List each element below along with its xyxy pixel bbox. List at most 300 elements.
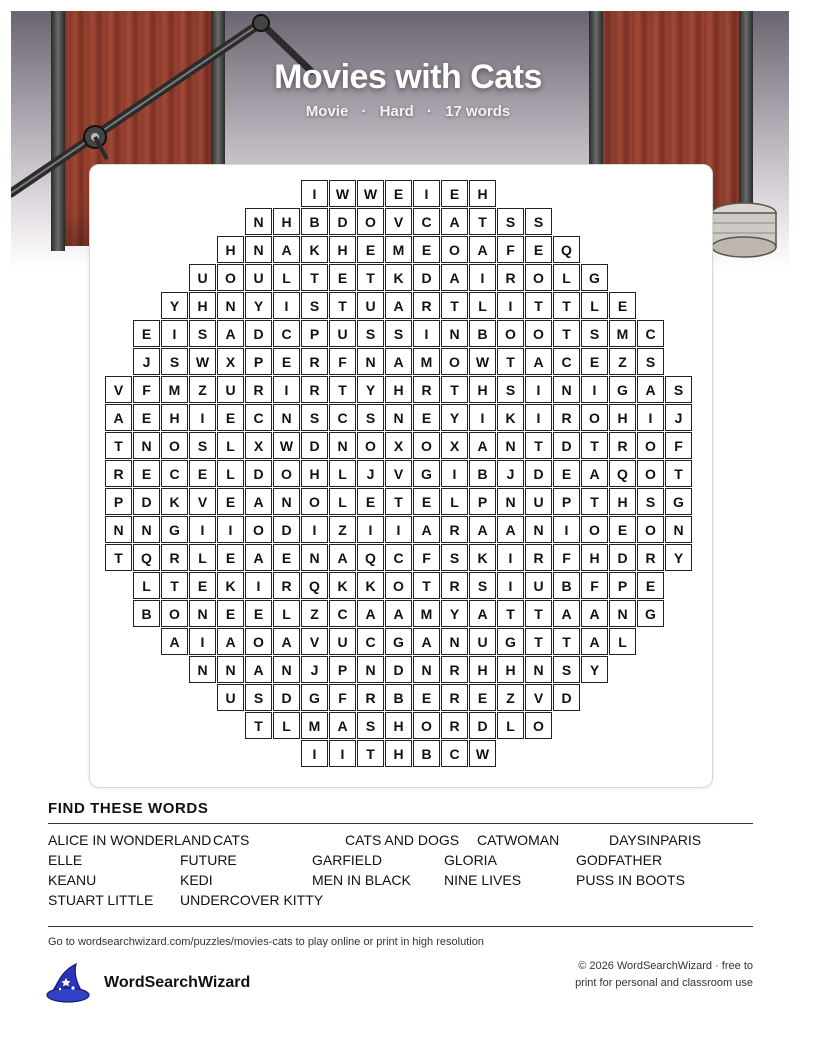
grid-cell[interactable]: L (273, 712, 300, 739)
grid-cell[interactable]: D (609, 544, 636, 571)
grid-cell[interactable]: O (161, 600, 188, 627)
grid-cell[interactable]: E (441, 180, 468, 207)
grid-cell[interactable]: V (301, 628, 328, 655)
grid-cell[interactable]: S (385, 320, 412, 347)
grid-cell[interactable]: A (217, 320, 244, 347)
grid-cell[interactable]: I (413, 320, 440, 347)
grid-cell[interactable]: H (385, 740, 412, 767)
grid-cell[interactable]: T (553, 292, 580, 319)
grid-cell[interactable]: D (245, 460, 272, 487)
grid-cell[interactable]: E (217, 404, 244, 431)
grid-cell[interactable]: E (217, 544, 244, 571)
grid-cell[interactable]: S (189, 432, 216, 459)
grid-cell[interactable]: N (525, 516, 552, 543)
grid-cell[interactable]: Y (581, 656, 608, 683)
grid-cell[interactable]: A (637, 376, 664, 403)
grid-cell[interactable]: G (301, 684, 328, 711)
grid-cell[interactable]: P (105, 488, 132, 515)
grid-cell[interactable]: T (581, 432, 608, 459)
grid-cell[interactable]: M (301, 712, 328, 739)
grid-cell[interactable]: I (301, 516, 328, 543)
grid-cell[interactable]: D (301, 432, 328, 459)
grid-cell[interactable]: O (581, 404, 608, 431)
grid-cell[interactable]: A (581, 460, 608, 487)
grid-cell[interactable]: X (441, 432, 468, 459)
grid-cell[interactable]: G (385, 628, 412, 655)
grid-cell[interactable]: A (413, 516, 440, 543)
grid-cell[interactable]: W (273, 432, 300, 459)
grid-cell[interactable]: T (301, 264, 328, 291)
grid-cell[interactable]: I (189, 404, 216, 431)
grid-cell[interactable]: S (581, 320, 608, 347)
grid-cell[interactable]: T (105, 432, 132, 459)
grid-cell[interactable]: P (469, 488, 496, 515)
grid-cell[interactable]: Z (189, 376, 216, 403)
grid-cell[interactable]: A (273, 628, 300, 655)
grid-cell[interactable]: N (329, 432, 356, 459)
grid-cell[interactable]: E (413, 684, 440, 711)
grid-cell[interactable]: D (553, 684, 580, 711)
grid-cell[interactable]: A (469, 600, 496, 627)
grid-cell[interactable]: A (469, 236, 496, 263)
grid-cell[interactable]: R (273, 572, 300, 599)
grid-cell[interactable]: B (413, 740, 440, 767)
grid-cell[interactable]: S (525, 208, 552, 235)
grid-cell[interactable]: S (553, 656, 580, 683)
grid-cell[interactable]: R (609, 432, 636, 459)
grid-cell[interactable]: C (385, 544, 412, 571)
grid-cell[interactable]: R (301, 376, 328, 403)
grid-cell[interactable]: X (385, 432, 412, 459)
grid-cell[interactable]: S (301, 404, 328, 431)
grid-cell[interactable]: T (161, 572, 188, 599)
grid-cell[interactable]: T (525, 600, 552, 627)
grid-cell[interactable]: M (385, 236, 412, 263)
grid-cell[interactable]: H (385, 712, 412, 739)
grid-cell[interactable]: N (553, 376, 580, 403)
grid-cell[interactable]: R (441, 516, 468, 543)
grid-cell[interactable]: E (525, 236, 552, 263)
grid-cell[interactable]: J (357, 460, 384, 487)
grid-cell[interactable]: T (385, 488, 412, 515)
grid-cell[interactable]: A (357, 600, 384, 627)
grid-cell[interactable]: W (469, 348, 496, 375)
grid-cell[interactable]: I (581, 376, 608, 403)
grid-cell[interactable]: U (469, 628, 496, 655)
grid-cell[interactable]: U (329, 320, 356, 347)
grid-cell[interactable]: D (469, 712, 496, 739)
grid-cell[interactable]: I (441, 460, 468, 487)
grid-cell[interactable]: A (245, 544, 272, 571)
grid-cell[interactable]: I (273, 292, 300, 319)
grid-cell[interactable]: A (329, 544, 356, 571)
grid-cell[interactable]: E (357, 236, 384, 263)
grid-cell[interactable]: U (525, 572, 552, 599)
grid-cell[interactable]: E (609, 516, 636, 543)
grid-cell[interactable]: N (385, 404, 412, 431)
grid-cell[interactable]: N (665, 516, 692, 543)
grid-cell[interactable]: F (581, 572, 608, 599)
grid-cell[interactable]: A (161, 628, 188, 655)
grid-cell[interactable]: S (469, 572, 496, 599)
grid-cell[interactable]: A (441, 264, 468, 291)
grid-cell[interactable]: N (245, 236, 272, 263)
grid-cell[interactable]: E (581, 348, 608, 375)
grid-cell[interactable]: Q (133, 544, 160, 571)
grid-cell[interactable]: A (245, 656, 272, 683)
grid-cell[interactable]: I (525, 404, 552, 431)
grid-cell[interactable]: A (581, 628, 608, 655)
grid-cell[interactable]: H (189, 292, 216, 319)
grid-cell[interactable]: I (497, 292, 524, 319)
grid-cell[interactable]: P (329, 656, 356, 683)
grid-cell[interactable]: O (497, 320, 524, 347)
grid-cell[interactable]: E (385, 180, 412, 207)
grid-cell[interactable]: S (245, 684, 272, 711)
grid-cell[interactable]: Y (161, 292, 188, 319)
grid-cell[interactable]: I (217, 516, 244, 543)
grid-cell[interactable]: O (413, 432, 440, 459)
grid-cell[interactable]: K (161, 488, 188, 515)
grid-cell[interactable]: P (245, 348, 272, 375)
grid-cell[interactable]: I (189, 516, 216, 543)
grid-cell[interactable]: B (553, 572, 580, 599)
grid-cell[interactable]: J (301, 656, 328, 683)
grid-cell[interactable]: K (301, 236, 328, 263)
grid-cell[interactable]: R (357, 684, 384, 711)
grid-cell[interactable]: L (553, 264, 580, 291)
grid-cell[interactable]: A (385, 600, 412, 627)
grid-cell[interactable]: R (441, 712, 468, 739)
grid-cell[interactable]: I (273, 376, 300, 403)
grid-cell[interactable]: E (133, 460, 160, 487)
grid-cell[interactable]: O (441, 348, 468, 375)
grid-cell[interactable]: X (245, 432, 272, 459)
grid-cell[interactable]: C (245, 404, 272, 431)
grid-cell[interactable]: Y (441, 404, 468, 431)
grid-cell[interactable]: U (217, 376, 244, 403)
grid-cell[interactable]: N (273, 488, 300, 515)
grid-cell[interactable]: K (329, 572, 356, 599)
grid-cell[interactable]: Z (609, 348, 636, 375)
grid-cell[interactable]: H (469, 656, 496, 683)
grid-cell[interactable]: N (301, 544, 328, 571)
grid-cell[interactable]: A (469, 516, 496, 543)
grid-cell[interactable]: N (133, 432, 160, 459)
grid-cell[interactable]: L (441, 488, 468, 515)
grid-cell[interactable]: U (245, 264, 272, 291)
grid-cell[interactable]: A (385, 348, 412, 375)
grid-cell[interactable]: B (133, 600, 160, 627)
grid-cell[interactable]: O (637, 432, 664, 459)
grid-cell[interactable]: O (525, 712, 552, 739)
grid-cell[interactable]: I (497, 544, 524, 571)
grid-cell[interactable]: Y (441, 600, 468, 627)
grid-cell[interactable]: B (301, 208, 328, 235)
grid-cell[interactable]: D (273, 684, 300, 711)
grid-cell[interactable]: I (553, 516, 580, 543)
grid-cell[interactable]: W (329, 180, 356, 207)
grid-cell[interactable]: W (469, 740, 496, 767)
grid-cell[interactable]: O (385, 572, 412, 599)
grid-cell[interactable]: S (301, 292, 328, 319)
grid-cell[interactable]: U (329, 628, 356, 655)
grid-cell[interactable]: R (441, 656, 468, 683)
grid-cell[interactable]: K (357, 572, 384, 599)
grid-cell[interactable]: G (637, 600, 664, 627)
grid-cell[interactable]: L (273, 264, 300, 291)
grid-cell[interactable]: C (273, 320, 300, 347)
grid-cell[interactable]: T (525, 292, 552, 319)
grid-cell[interactable]: E (217, 600, 244, 627)
grid-cell[interactable]: I (497, 572, 524, 599)
grid-cell[interactable]: T (441, 292, 468, 319)
grid-cell[interactable]: T (581, 488, 608, 515)
grid-cell[interactable]: A (469, 432, 496, 459)
grid-cell[interactable]: C (553, 348, 580, 375)
grid-cell[interactable]: F (665, 432, 692, 459)
grid-cell[interactable]: I (385, 516, 412, 543)
grid-cell[interactable]: I (525, 376, 552, 403)
grid-cell[interactable]: O (581, 516, 608, 543)
grid-cell[interactable]: E (133, 320, 160, 347)
grid-cell[interactable]: H (161, 404, 188, 431)
grid-cell[interactable]: E (357, 488, 384, 515)
grid-cell[interactable]: L (273, 600, 300, 627)
grid-cell[interactable]: S (497, 376, 524, 403)
grid-cell[interactable]: H (301, 460, 328, 487)
grid-cell[interactable]: L (329, 488, 356, 515)
grid-cell[interactable]: F (133, 376, 160, 403)
grid-cell[interactable]: Q (609, 460, 636, 487)
grid-cell[interactable]: U (189, 264, 216, 291)
grid-cell[interactable]: E (637, 572, 664, 599)
grid-cell[interactable]: E (469, 684, 496, 711)
grid-cell[interactable]: N (273, 404, 300, 431)
grid-cell[interactable]: Z (497, 684, 524, 711)
grid-cell[interactable]: A (441, 208, 468, 235)
grid-cell[interactable]: T (497, 600, 524, 627)
grid-cell[interactable]: H (273, 208, 300, 235)
grid-cell[interactable]: D (133, 488, 160, 515)
grid-cell[interactable]: G (609, 376, 636, 403)
grid-cell[interactable]: H (581, 544, 608, 571)
grid-cell[interactable]: I (189, 628, 216, 655)
grid-cell[interactable]: H (469, 180, 496, 207)
grid-cell[interactable]: O (525, 320, 552, 347)
grid-cell[interactable]: O (245, 516, 272, 543)
grid-cell[interactable]: T (245, 712, 272, 739)
grid-cell[interactable]: R (301, 348, 328, 375)
grid-cell[interactable]: D (329, 208, 356, 235)
grid-cell[interactable]: P (609, 572, 636, 599)
grid-cell[interactable]: T (329, 376, 356, 403)
grid-cell[interactable]: T (357, 740, 384, 767)
grid-cell[interactable]: N (273, 656, 300, 683)
grid-cell[interactable]: S (637, 488, 664, 515)
grid-cell[interactable]: V (525, 684, 552, 711)
grid-cell[interactable]: P (553, 488, 580, 515)
grid-cell[interactable]: H (217, 236, 244, 263)
grid-cell[interactable]: V (189, 488, 216, 515)
grid-cell[interactable]: Y (357, 376, 384, 403)
grid-cell[interactable]: D (553, 432, 580, 459)
grid-cell[interactable]: K (217, 572, 244, 599)
grid-cell[interactable]: G (581, 264, 608, 291)
grid-cell[interactable]: Z (301, 600, 328, 627)
grid-cell[interactable]: Y (245, 292, 272, 319)
grid-cell[interactable]: S (161, 348, 188, 375)
grid-cell[interactable]: O (441, 236, 468, 263)
grid-cell[interactable]: M (161, 376, 188, 403)
grid-cell[interactable]: C (441, 740, 468, 767)
grid-cell[interactable]: X (217, 348, 244, 375)
grid-cell[interactable]: N (441, 628, 468, 655)
grid-cell[interactable]: S (357, 320, 384, 347)
grid-cell[interactable]: C (329, 600, 356, 627)
grid-cell[interactable]: L (217, 432, 244, 459)
grid-cell[interactable]: O (217, 264, 244, 291)
grid-cell[interactable]: A (273, 236, 300, 263)
grid-cell[interactable]: H (609, 404, 636, 431)
grid-cell[interactable]: A (497, 516, 524, 543)
grid-cell[interactable]: N (245, 208, 272, 235)
grid-cell[interactable]: N (441, 320, 468, 347)
grid-cell[interactable]: L (133, 572, 160, 599)
grid-cell[interactable]: M (609, 320, 636, 347)
grid-cell[interactable]: K (497, 404, 524, 431)
grid-cell[interactable]: E (413, 488, 440, 515)
grid-cell[interactable]: T (357, 264, 384, 291)
grid-cell[interactable]: L (189, 544, 216, 571)
grid-cell[interactable]: Y (665, 544, 692, 571)
grid-cell[interactable]: A (385, 292, 412, 319)
grid-cell[interactable]: B (385, 684, 412, 711)
grid-cell[interactable]: U (217, 684, 244, 711)
grid-cell[interactable]: A (413, 628, 440, 655)
grid-cell[interactable]: U (357, 292, 384, 319)
grid-cell[interactable]: N (105, 516, 132, 543)
grid-cell[interactable]: R (553, 404, 580, 431)
grid-cell[interactable]: R (161, 544, 188, 571)
grid-cell[interactable]: T (525, 432, 552, 459)
grid-cell[interactable]: Z (329, 516, 356, 543)
grid-cell[interactable]: T (413, 572, 440, 599)
grid-cell[interactable]: F (329, 684, 356, 711)
grid-cell[interactable]: A (245, 488, 272, 515)
grid-cell[interactable]: J (133, 348, 160, 375)
grid-cell[interactable]: I (301, 180, 328, 207)
grid-cell[interactable]: A (553, 600, 580, 627)
grid-cell[interactable]: F (329, 348, 356, 375)
grid-cell[interactable]: T (441, 376, 468, 403)
grid-cell[interactable]: D (245, 320, 272, 347)
grid-cell[interactable]: E (189, 460, 216, 487)
grid-cell[interactable]: E (413, 236, 440, 263)
grid-cell[interactable]: F (497, 236, 524, 263)
grid-cell[interactable]: O (525, 264, 552, 291)
grid-cell[interactable]: R (497, 264, 524, 291)
grid-cell[interactable]: O (245, 628, 272, 655)
grid-cell[interactable]: E (189, 572, 216, 599)
grid-cell[interactable]: O (357, 208, 384, 235)
grid-cell[interactable]: S (357, 712, 384, 739)
grid-cell[interactable]: I (245, 572, 272, 599)
letter-grid[interactable] (105, 180, 693, 768)
grid-cell[interactable]: R (441, 572, 468, 599)
grid-cell[interactable]: T (553, 320, 580, 347)
grid-cell[interactable]: E (273, 544, 300, 571)
grid-cell[interactable]: L (329, 460, 356, 487)
grid-cell[interactable]: I (469, 404, 496, 431)
grid-cell[interactable]: J (665, 404, 692, 431)
grid-cell[interactable]: O (273, 460, 300, 487)
grid-cell[interactable]: H (609, 488, 636, 515)
grid-cell[interactable]: H (329, 236, 356, 263)
grid-cell[interactable]: E (413, 404, 440, 431)
grid-cell[interactable]: I (301, 740, 328, 767)
grid-cell[interactable]: I (637, 404, 664, 431)
grid-cell[interactable]: I (413, 180, 440, 207)
grid-cell[interactable]: T (665, 460, 692, 487)
grid-cell[interactable]: G (665, 488, 692, 515)
grid-cell[interactable]: N (133, 516, 160, 543)
grid-cell[interactable]: I (329, 740, 356, 767)
grid-cell[interactable]: N (497, 432, 524, 459)
grid-cell[interactable]: M (413, 348, 440, 375)
grid-cell[interactable]: L (581, 292, 608, 319)
grid-cell[interactable]: E (273, 348, 300, 375)
grid-cell[interactable]: I (469, 264, 496, 291)
grid-cell[interactable]: R (637, 544, 664, 571)
grid-cell[interactable]: I (357, 516, 384, 543)
grid-cell[interactable]: D (525, 460, 552, 487)
grid-cell[interactable]: A (105, 404, 132, 431)
grid-cell[interactable]: L (217, 460, 244, 487)
grid-cell[interactable]: N (189, 600, 216, 627)
grid-cell[interactable]: C (637, 320, 664, 347)
grid-cell[interactable]: R (413, 376, 440, 403)
grid-cell[interactable]: T (105, 544, 132, 571)
grid-cell[interactable]: Q (553, 236, 580, 263)
grid-cell[interactable]: N (609, 600, 636, 627)
grid-cell[interactable]: V (385, 208, 412, 235)
grid-cell[interactable]: L (609, 628, 636, 655)
grid-cell[interactable]: R (105, 460, 132, 487)
grid-cell[interactable]: J (497, 460, 524, 487)
grid-cell[interactable]: N (217, 292, 244, 319)
grid-cell[interactable]: T (525, 628, 552, 655)
grid-cell[interactable]: F (553, 544, 580, 571)
grid-cell[interactable]: B (469, 460, 496, 487)
grid-cell[interactable]: S (357, 404, 384, 431)
grid-cell[interactable]: A (581, 600, 608, 627)
grid-cell[interactable]: N (189, 656, 216, 683)
grid-cell[interactable]: A (525, 348, 552, 375)
grid-cell[interactable]: Q (357, 544, 384, 571)
grid-cell[interactable]: K (469, 544, 496, 571)
grid-cell[interactable]: H (385, 376, 412, 403)
grid-cell[interactable]: A (217, 628, 244, 655)
grid-cell[interactable]: F (413, 544, 440, 571)
grid-cell[interactable]: U (525, 488, 552, 515)
grid-cell[interactable]: S (497, 208, 524, 235)
grid-cell[interactable]: S (441, 544, 468, 571)
grid-cell[interactable]: R (413, 292, 440, 319)
grid-cell[interactable]: G (413, 460, 440, 487)
grid-cell[interactable]: H (469, 376, 496, 403)
grid-cell[interactable]: R (245, 376, 272, 403)
